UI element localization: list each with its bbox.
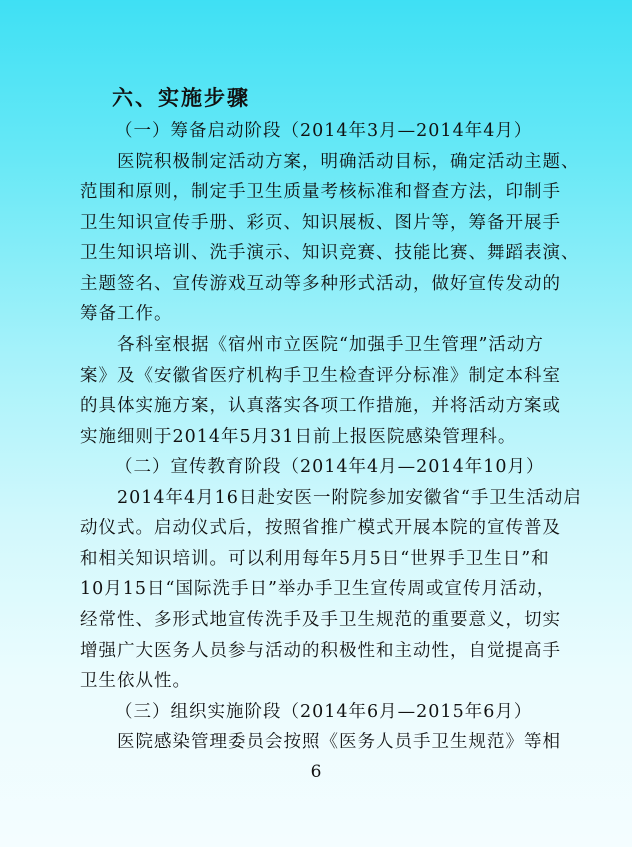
page-number: 6 [310,762,322,782]
paragraph-line: 的具体实施方案，认真落实各项工作措施，并将活动方案或 [80,396,561,416]
paragraph-line: 10月15日“国际洗手日”举办手卫生宣传周或宣传月活动， [80,579,556,599]
stage-title-1: （一）筹备启动阶段（2014年3月—2014年4月） [115,121,533,141]
paragraph-line: 医院积极制定活动方案，明确活动目标，确定活动主题、 [117,152,580,172]
paragraph-line: 主题签名、宣传游戏互动等多种形式活动，做好宣传发动的 [80,274,561,294]
paragraph-line: 筹备工作。 [80,304,173,324]
paragraph-line: 医院感染管理委员会按照《医务人员手卫生规范》等相 [117,732,561,752]
paragraph-line: 卫生依从性。 [80,671,191,691]
paragraph-line: 实施细则于2014年5月31日前上报医院感染管理科。 [80,427,517,447]
paragraph-line: 范围和原则，制定手卫生质量考核标准和督查方法，印制手 [80,182,561,202]
paragraph-line: 动仪式。启动仪式后，按照省推广模式开展本院的宣传普及 [80,518,561,538]
paragraph-line: 卫生知识宣传手册、彩页、知识展板、图片等，筹备开展手 [80,213,561,233]
paragraph-line: 经常性、多形式地宣传洗手及手卫生规范的重要意义，切实 [80,610,561,630]
stage-title-3: （三）组织实施阶段（2014年6月—2015年6月） [115,702,533,722]
paragraph-line: 2014年4月16日赴安医一附院参加安徽省“手卫生活动启 [117,488,582,508]
paragraph-line: 卫生知识培训、洗手演示、知识竞赛、技能比赛、舞蹈表演、 [80,243,580,263]
paragraph-line: 增强广大医务人员参与活动的积极性和主动性，自觉提高手 [80,641,561,661]
paragraph-line: 和相关知识培训。可以利用每年5月5日“世界手卫生日”和 [80,549,550,569]
section-heading: 六、实施步骤 [112,86,250,110]
paragraph-line: 各科室根据《宿州市立医院“加强手卫生管理”活动方 [117,335,544,355]
paragraph-line: 案》及《安徽省医疗机构手卫生检查评分标准》制定本科室 [80,366,561,386]
stage-title-2: （二）宣传教育阶段（2014年4月—2014年10月） [115,457,545,477]
